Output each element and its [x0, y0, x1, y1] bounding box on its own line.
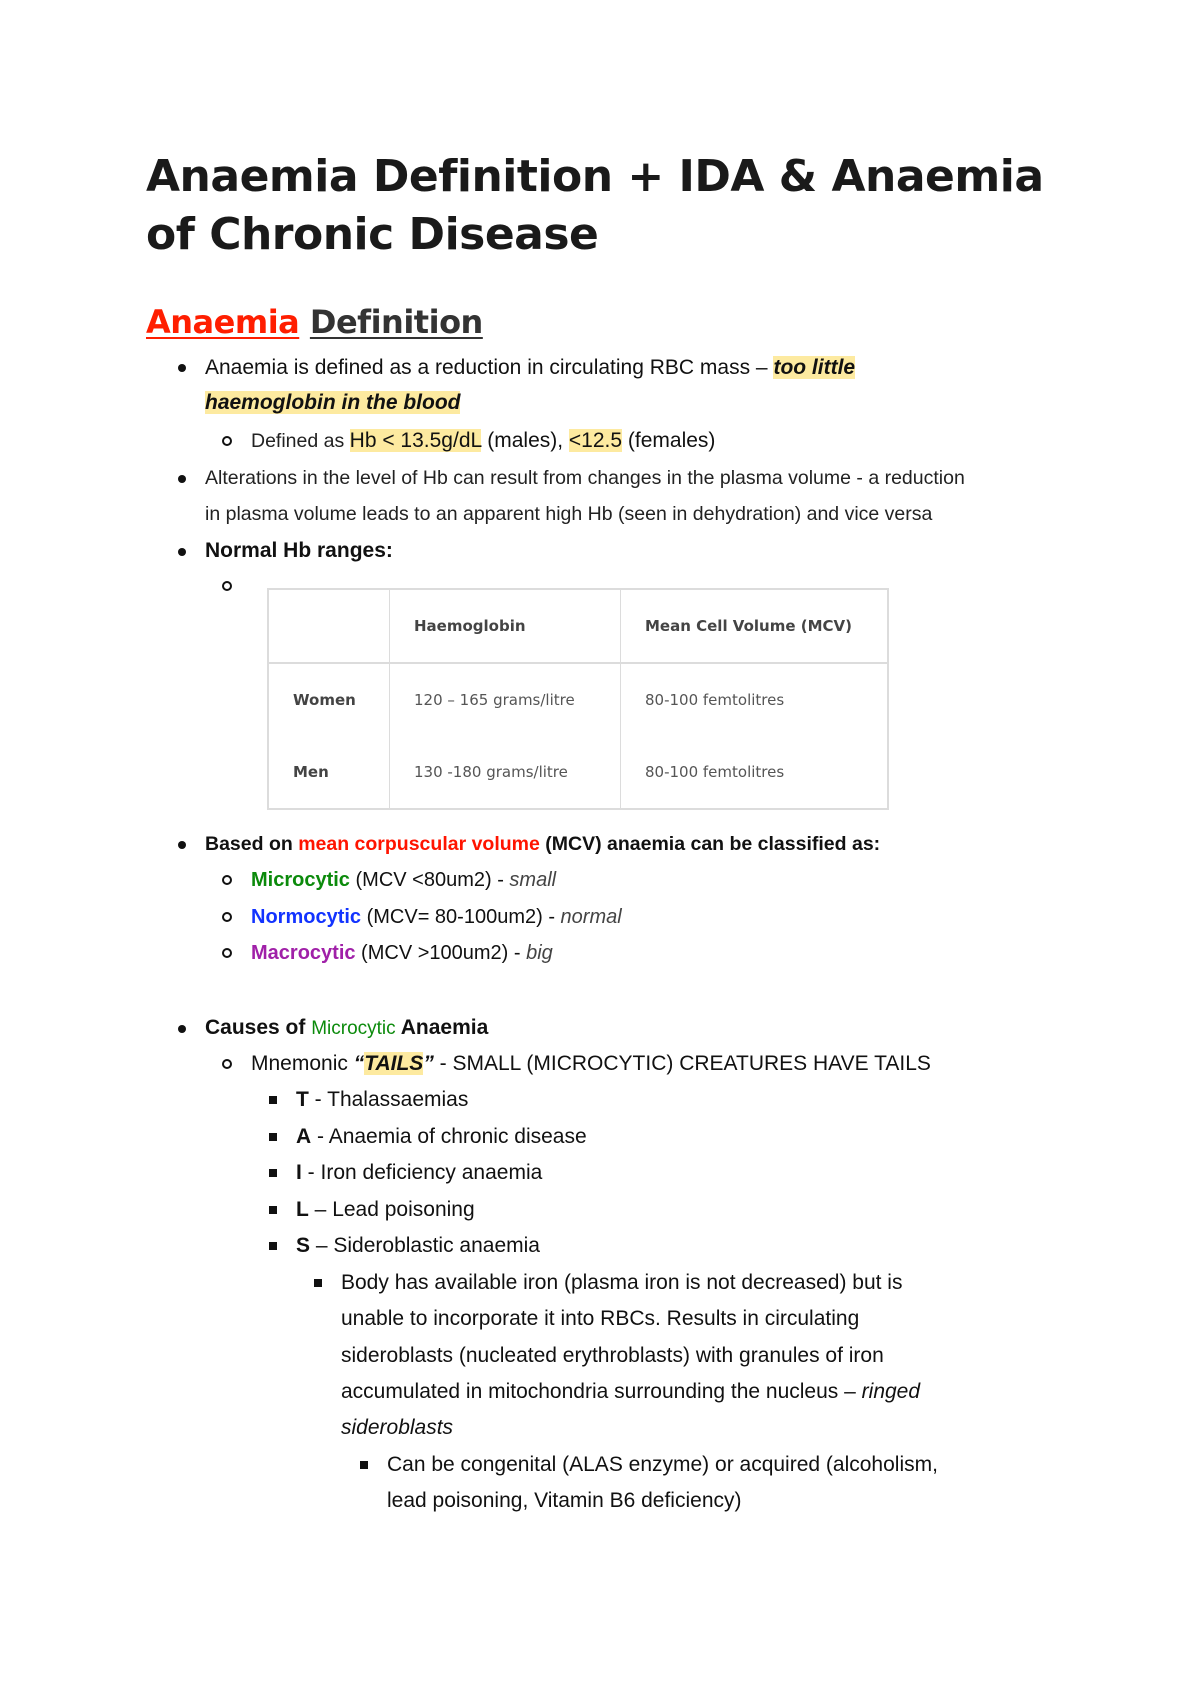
- tails-text: Anaemia of chronic disease: [328, 1125, 587, 1148]
- tails-sep: -: [311, 1125, 329, 1148]
- table-row: [268, 736, 888, 809]
- microcytic-label: Microcytic: [251, 869, 350, 891]
- mcv-word: small: [509, 869, 557, 891]
- mcv-word: big: [526, 942, 553, 964]
- heading-rest: Definition: [309, 303, 483, 341]
- tails-item: [296, 1085, 468, 1115]
- tails-sep: -: [308, 1088, 328, 1111]
- mnemonic-text: - SMALL (MICROCYTIC) CREATURES HAVE TAILS: [433, 1052, 931, 1075]
- table-header-cell: [268, 589, 390, 663]
- table-header-cell: Mean Cell Volume (MCV): [621, 589, 889, 663]
- defined-as-text: Defined as: [251, 430, 350, 452]
- bullet-dot: [178, 548, 186, 556]
- definition-text: Anaemia is defined as a reduction in circulating RBC mass –: [205, 356, 774, 379]
- bullet-ring: [222, 436, 232, 446]
- bullet-dot: [178, 475, 186, 483]
- tails-letter: A: [296, 1125, 312, 1148]
- causes-text: Causes of: [205, 1016, 312, 1039]
- bullet-ring: [222, 912, 232, 922]
- normocytic-label: Normocytic: [251, 906, 362, 928]
- bullet-ring: [222, 581, 232, 591]
- tails-sep: -: [301, 1161, 321, 1184]
- mcv-line: [205, 829, 880, 859]
- definition-line-2: [205, 388, 460, 418]
- highlight-hb-females: <12.5: [568, 429, 623, 452]
- bullet-ring: [222, 948, 232, 958]
- causes-green-text: Microcytic: [311, 1018, 396, 1039]
- highlight-haemoglobin: haemoglobin in the blood: [205, 391, 461, 414]
- females-text: (females): [622, 429, 716, 452]
- table-row: [268, 663, 888, 736]
- mcv-item-normocytic: [251, 902, 622, 932]
- tails-item: [296, 1195, 475, 1225]
- mcv-desc: (MCV <80um2) -: [349, 869, 510, 891]
- mnemonic-line: [251, 1049, 931, 1079]
- tails-item: [296, 1122, 587, 1152]
- macrocytic-label: Macrocytic: [251, 942, 356, 964]
- bullet-square: [269, 1242, 277, 1250]
- table-cell: 120 – 165 grams/litre: [390, 663, 621, 736]
- table-cell: 80-100 femtolitres: [621, 736, 889, 809]
- table-cell: 80-100 femtolitres: [621, 663, 889, 736]
- sidero-line-2: unable to incorporate it into RBCs. Results in circulating: [341, 1307, 860, 1330]
- tails-sep: –: [308, 1198, 333, 1221]
- causes-heading: [205, 1013, 488, 1044]
- tails-text: Lead poisoning: [332, 1198, 475, 1221]
- table-cell: 130 -180 grams/litre: [390, 736, 621, 809]
- highlight-hb-males: Hb < 13.5g/dL: [349, 429, 482, 452]
- table-header-row: [268, 589, 888, 663]
- sidero-line-1: Body has available iron (plasma iron is not decreased) but is: [341, 1271, 903, 1294]
- bullet-square: [269, 1206, 277, 1214]
- alterations-line-1: Alterations in the level of Hb can result from changes in the plasma volume - a reduction: [205, 467, 965, 489]
- mcv-desc: (MCV= 80-100um2) -: [361, 906, 561, 928]
- tails-item: [296, 1231, 540, 1261]
- hb-ranges-table: [267, 588, 889, 810]
- tails-text: Iron deficiency anaemia: [320, 1161, 543, 1184]
- tails-sep: –: [310, 1234, 334, 1257]
- highlight-too-little: too little: [773, 356, 856, 379]
- quote-close: ”: [423, 1052, 434, 1075]
- bullet-ring: [222, 875, 232, 885]
- mcv-item-macrocytic: [251, 938, 553, 968]
- tails-letter: I: [296, 1161, 302, 1184]
- definition-sub-line: [251, 426, 715, 456]
- tails-text: Sideroblastic anaemia: [333, 1234, 540, 1257]
- sidero-text: accumulated in mitochondria surrounding the nucleus –: [341, 1380, 862, 1403]
- mcv-desc: (MCV >100um2) -: [355, 942, 527, 964]
- bullet-square: [269, 1096, 277, 1104]
- congenital-line-2: lead poisoning, Vitamin B6 deficiency): [387, 1489, 742, 1512]
- males-text: (males),: [481, 429, 569, 452]
- tails-item: [296, 1158, 542, 1188]
- section-heading: [146, 302, 483, 342]
- alterations-line-2: in plasma volume leads to an apparent high Hb (seen in dehydration) and vice versa: [205, 503, 933, 525]
- tails-letter: S: [296, 1234, 311, 1257]
- mnemonic-word: TAILS: [364, 1052, 424, 1075]
- mcv-item-microcytic: [251, 865, 556, 895]
- sidero-line-4: [341, 1377, 920, 1407]
- tails-text: Thalassaemias: [327, 1088, 469, 1111]
- tails-letter: T: [296, 1088, 309, 1111]
- table-header-cell: Haemoglobin: [390, 589, 621, 663]
- bullet-dot: [178, 841, 186, 849]
- congenital-line-1: Can be congenital (ALAS enzyme) or acquired (alcoholism,: [387, 1453, 938, 1476]
- bullet-square: [314, 1279, 322, 1287]
- bullet-square: [269, 1169, 277, 1177]
- definition-line-1: [205, 353, 855, 383]
- sidero-line-3: sideroblasts (nucleated erythroblasts) with granules of iron: [341, 1344, 884, 1367]
- mcv-text: (MCV) anaemia can be classified as:: [539, 833, 881, 855]
- heading-red-word: Anaemia: [146, 303, 300, 341]
- page-title: Anaemia Definition + IDA & Anaemia of Chronic Disease: [146, 151, 1044, 260]
- mcv-red-text: mean corpuscular volume: [298, 833, 540, 855]
- normal-ranges-label: Normal Hb ranges:: [205, 539, 393, 562]
- sidero-italic: ringed: [861, 1380, 921, 1403]
- mcv-word: normal: [560, 906, 622, 928]
- bullet-dot: [178, 1025, 186, 1033]
- mnemonic-text: Mnemonic: [251, 1052, 354, 1075]
- bullet-dot: [178, 364, 186, 372]
- causes-text: Anaemia: [395, 1016, 489, 1039]
- mcv-text: Based on: [205, 833, 299, 855]
- bullet-square: [269, 1133, 277, 1141]
- quote-open: “: [353, 1052, 365, 1075]
- tails-letter: L: [296, 1198, 309, 1221]
- table-cell: Women: [268, 663, 390, 736]
- sidero-line-5: sideroblasts: [341, 1416, 454, 1439]
- bullet-square: [360, 1461, 368, 1469]
- table-cell: Men: [268, 736, 390, 809]
- bullet-ring: [222, 1059, 232, 1069]
